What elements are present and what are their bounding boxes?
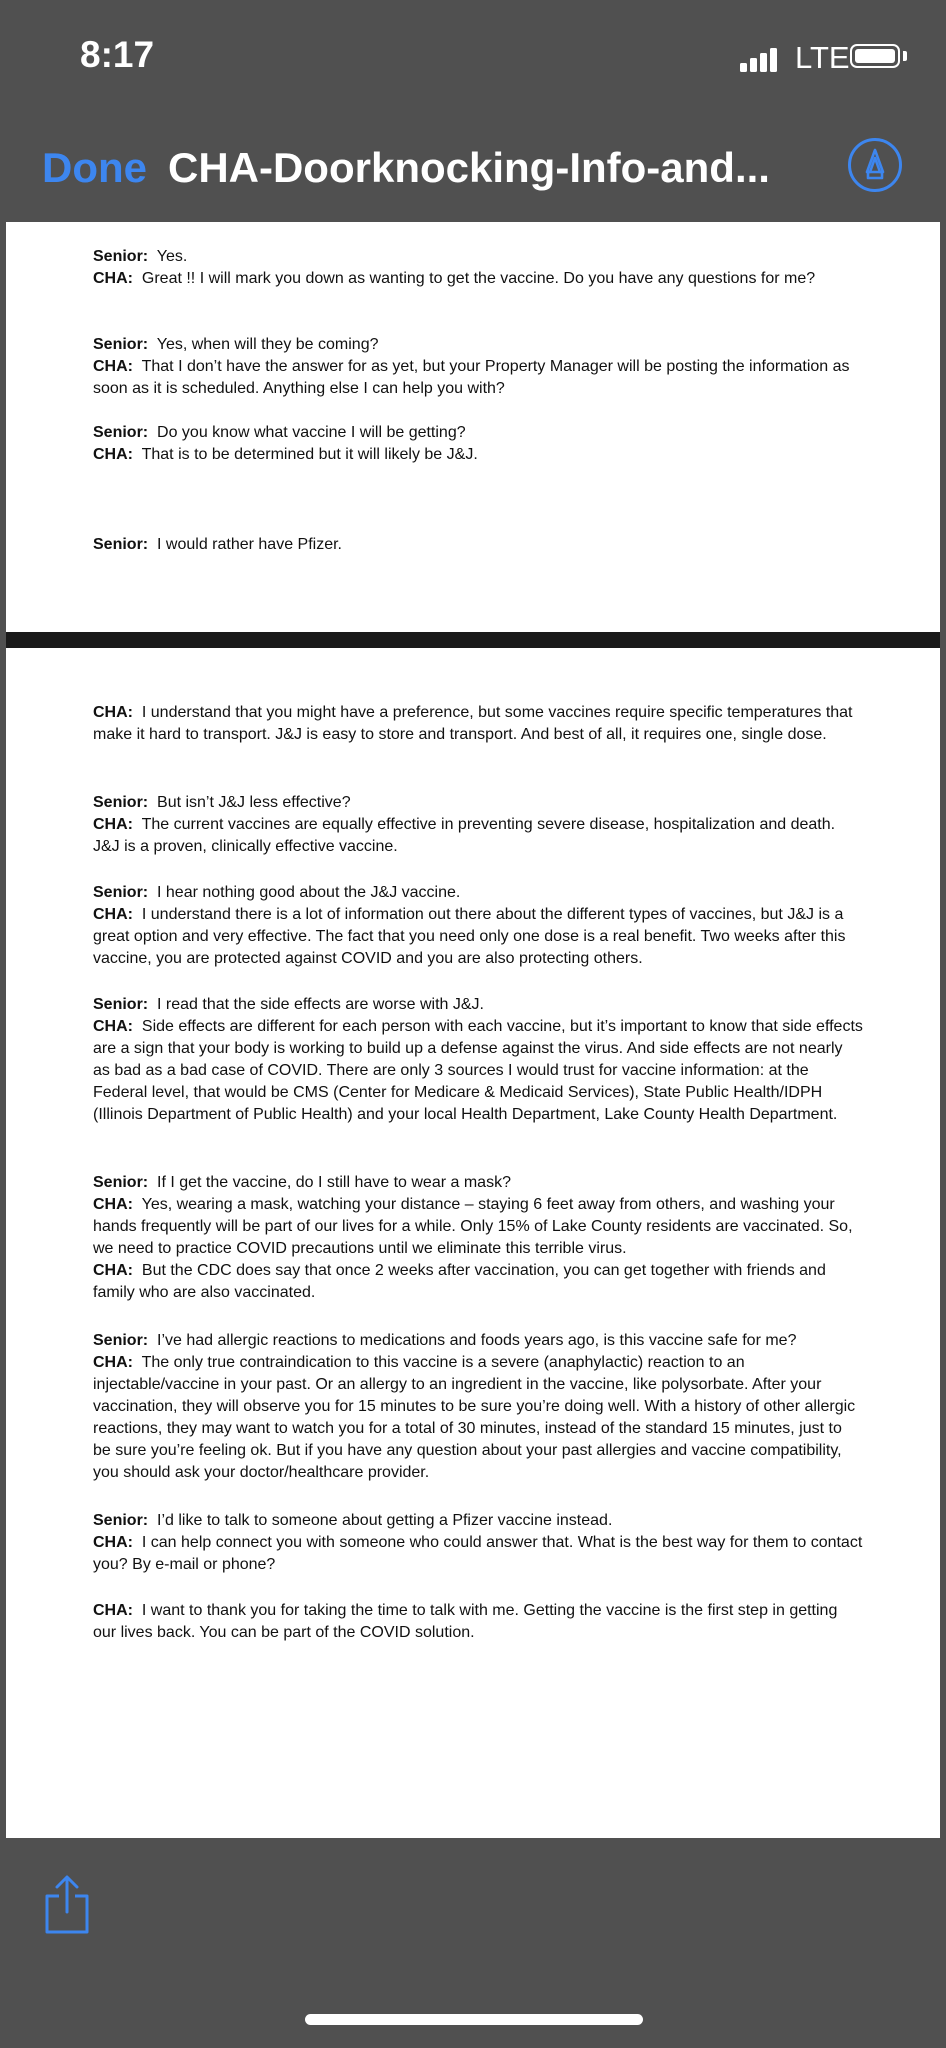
dialogue-block [93,534,863,556]
dialogue-text: I want to thank you for taking the time to talk with me. Getting the vaccine is the first step in getting our lives back. You can be part of the COVID solution. [93,1602,838,1641]
dialogue-line [93,1172,863,1194]
dialogue-text: I hear nothing good about the J&J vaccine. [157,884,461,901]
document-page-1 [6,222,940,632]
speaker-label: Senior: [93,996,149,1013]
speaker-label: Senior: [93,794,149,811]
speaker-label: CHA: [93,704,133,721]
page-separator [6,632,940,648]
dialogue-line [93,534,863,556]
status-time: 8:17 [80,34,155,75]
dialogue-text: Do you know what vaccine I will be getting? [157,424,466,441]
dialogue-block [93,246,863,290]
dialogue-block [93,882,863,970]
dialogue-text: If I get the vaccine, do I still have to wear a mask? [157,1174,511,1191]
dialogue-line [93,268,863,290]
speaker-label: CHA: [93,1534,133,1551]
battery-icon [850,44,900,68]
speaker-label: Senior: [93,1512,149,1529]
network-type: LTE [795,40,850,75]
speaker-label: CHA: [93,1262,133,1279]
dialogue-text: I read that the side effects are worse with J&J. [157,996,484,1013]
dialogue-line [93,1600,863,1644]
dialogue-text: I’ve had allergic reactions to medications and foods years ago, is this vaccine safe for me? [157,1332,797,1349]
dialogue-block [93,994,863,1126]
dialogue-block [93,1172,863,1304]
speaker-label: CHA: [93,270,133,287]
dialogue-line [93,444,863,466]
speaker-label: CHA: [93,446,133,463]
dialogue-text: Yes. [156,248,188,265]
dialogue-line [93,904,863,970]
dialogue-line [93,1194,863,1260]
speaker-label: Senior: [93,248,149,265]
battery-tip [903,51,907,61]
dialogue-text: That is to be determined but it will likely be J&J. [141,446,478,463]
dialogue-line [93,1016,863,1126]
speaker-label: Senior: [93,424,149,441]
home-indicator[interactable] [305,2014,643,2025]
dialogue-block [93,334,863,400]
dialogue-text: The current vaccines are equally effective in preventing severe disease, hospitalization and death. J&J is a proven, clinically effective vaccine. [93,816,836,855]
dialogue-block [93,1510,863,1576]
document-title: CHA-Doorknocking-Info-and... [168,144,770,191]
dialogue-text: I’d like to talk to someone about getting a Pfizer vaccine instead. [157,1512,613,1529]
dialogue-block [93,792,863,858]
nav-bar [0,110,946,222]
speaker-label: CHA: [93,906,133,923]
dialogue-line [93,246,863,268]
dialogue-line [93,1510,863,1532]
dialogue-block [93,1330,863,1484]
speaker-label: Senior: [93,336,149,353]
dialogue-line [93,702,863,746]
dialogue-text: Yes, wearing a mask, watching your distance – staying 6 feet away from others, and washing your hands frequently will be part of our lives for a while. Only 15% of Lake County residents are vaccinated. So, we need to practice COVID precautions until we eliminate this terrible virus. [93,1196,853,1257]
dialogue-text: The only true contraindication to this vaccine is a severe (anaphylactic) reaction to an injectable/vaccine in your past. Or an allergy to an ingredient in the vaccine, like polysorbate. After your vaccination, they will observe you for 15 minutes to be sure you’re doing well. With a history of other allergic reactions, they may want to watch you for a total of 30 minutes, instead of the standard 15 minutes, just to be sure you’re feeling ok. But if you have any question about your past allergies and vaccine compatibility, you should ask your doctor/healthcare provider. [93,1354,856,1481]
speaker-label: Senior: [93,536,149,553]
dialogue-text: But isn’t J&J less effective? [157,794,351,811]
markup-pen-icon[interactable] [848,138,902,192]
done-button[interactable]: Done [42,144,147,191]
dialogue-text: I can help connect you with someone who could answer that. What is the best way for them to contact you? By e-mail or phone? [93,1534,863,1573]
dialogue-text: That I don’t have the answer for as yet, but your Property Manager will be posting the information as soon as it is scheduled. Anything else I can help you with? [93,358,850,397]
bottom-toolbar [0,1838,946,2048]
dialogue-line [93,356,863,400]
dialogue-line [93,814,863,858]
dialogue-line [93,1260,863,1304]
dialogue-block [93,422,863,466]
status-bar [0,0,946,110]
speaker-label: Senior: [93,884,149,901]
dialogue-text: But the CDC does say that once 2 weeks after vaccination, you can get together with friends and family who are also vaccinated. [93,1262,826,1301]
dialogue-line [93,1532,863,1576]
speaker-label: CHA: [93,1018,133,1035]
dialogue-block [93,702,863,746]
dialogue-block [93,1600,863,1644]
dialogue-line [93,1352,863,1484]
dialogue-text: I understand there is a lot of information out there about the different types of vaccines, but J&J is a great option and very effective. The fact that you need only one dose is a real benefit. Two weeks after this vaccine, you are protected against COVID and you are also protecting others. [93,906,846,967]
speaker-label: Senior: [93,1174,149,1191]
dialogue-text: I would rather have Pfizer. [157,536,342,553]
speaker-label: CHA: [93,816,133,833]
share-icon[interactable] [42,1874,92,1936]
dialogue-line [93,882,863,904]
dialogue-line [93,1330,863,1352]
dialogue-line [93,422,863,444]
speaker-label: CHA: [93,1354,133,1371]
dialogue-line [93,792,863,814]
dialogue-line [93,334,863,356]
signal-bars-icon [740,44,790,72]
speaker-label: CHA: [93,1602,133,1619]
dialogue-text: I understand that you might have a preference, but some vaccines require specific temperatures that make it hard to transport. J&J is easy to store and transport. And best of all, it requires one, single dose. [93,704,853,743]
dialogue-text: Great !! I will mark you down as wanting to get the vaccine. Do you have any questions for me? [141,270,816,287]
dialogue-text: Side effects are different for each person with each vaccine, but it’s important to know that side effects are a sign that your body is working to build up a defense against the virus. And side effects are not nearly as bad as a bad case of COVID. There are only 3 sources I would trust for vaccine information: at the Federal level, that would be CMS (Center for Medicare & Medicaid Services), State Public Health/IDPH (Illinois Department of Public Health) and your local Health Department, Lake County Health Department. [93,1018,863,1123]
document-page-2 [6,648,940,1838]
speaker-label: CHA: [93,1196,133,1213]
speaker-label: CHA: [93,358,133,375]
speaker-label: Senior: [93,1332,149,1349]
dialogue-text: Yes, when will they be coming? [156,336,379,353]
dialogue-line [93,994,863,1016]
